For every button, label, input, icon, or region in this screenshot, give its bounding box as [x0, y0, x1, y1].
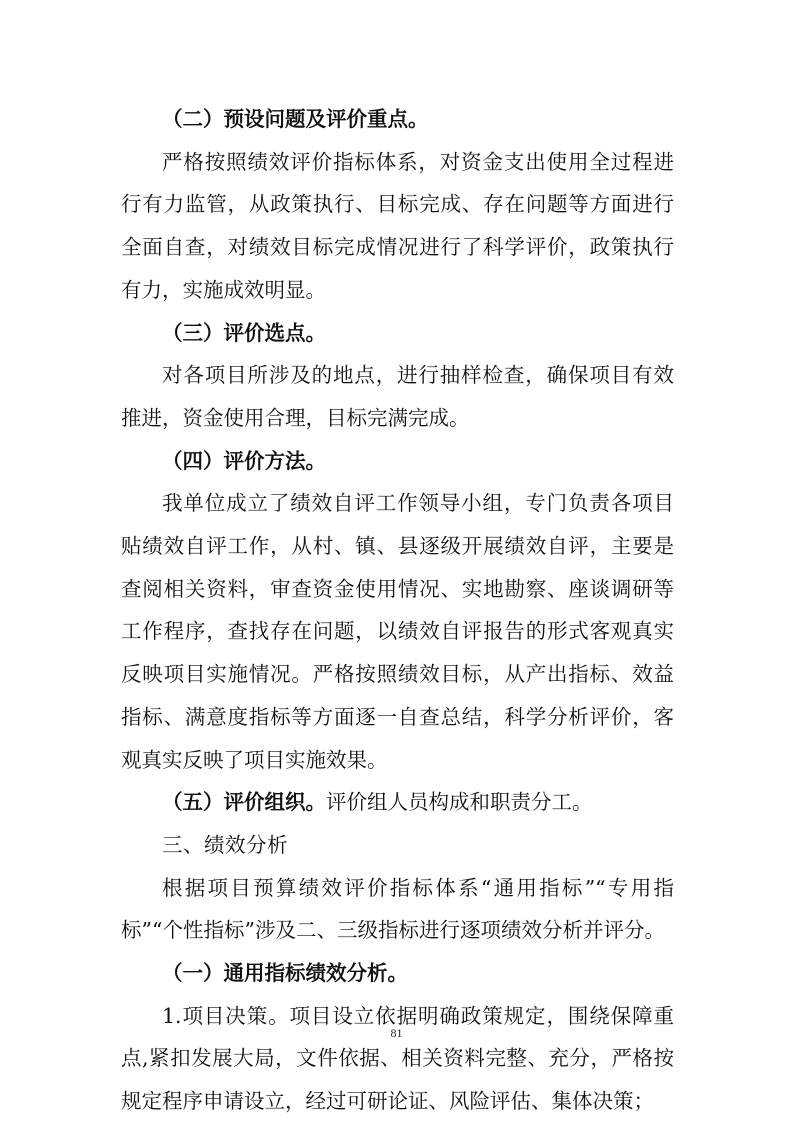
paragraph-project-decision: 1.项目决策。项目设立依据明确政策规定，围绕保障重点,紧扣发展大局，文件依据、相关资料完整、充分，严格按规定程序申请设立，经过可研论证、风险评估、集体决策； [121, 1003, 674, 1114]
paragraph-indicator-system: 根据项目预算绩效评价指标体系“通用指标”“专用指标”“个性指标”涉及二、三级指标进行逐项绩效分析并评分。 [121, 875, 674, 943]
paragraph-method: 我单位成立了绩效自评工作领导小组，专门负责各项目贴绩效自评工作，从村、镇、县逐级开展绩效自评，主要是查阅相关资料，审查资金使用情况、实地勘察、座谈调研等工作程序，查找存在问题，以绩效自评报告的形式客观真实反映项目实施情况。严格按照绩效目标，从产出指标、效益指标、满意度指标等方面逐一自查总结，科学分析评价，客观真实反映了项目实施效果。 [121, 491, 674, 772]
paragraph-supervision: 严格按照绩效评价指标体系，对资金支出使用全过程进行有力监管，从政策执行、目标完成、存在问题等方面进行全面自查，对绩效目标完成情况进行了科学评价，政策执行有力，实施成效明显。 [121, 149, 674, 302]
section-title-performance-analysis: 三、绩效分析 [162, 832, 288, 857]
page-number: 81 [390, 1026, 403, 1040]
subheading-evaluation-method: （四）评价方法。 [162, 448, 326, 473]
inline-heading-organization: （五）评价组织。 [162, 790, 326, 815]
paragraph-evaluation-organization [121, 781, 674, 824]
subheading-general-indicators: （一）通用指标绩效分析。 [162, 961, 408, 986]
inline-text-organization: 评价组人员构成和职责分工。 [326, 790, 593, 815]
page-content [121, 98, 674, 1123]
subheading-preset-issues: （二）预设问题及评价重点。 [162, 107, 429, 131]
paragraph-sampling: 对各项目所涉及的地点，进行抽样检查，确保项目有效推进，资金使用合理，目标完满完成。 [121, 363, 674, 430]
subheading-evaluation-sites: （三）评价选点。 [162, 320, 326, 345]
